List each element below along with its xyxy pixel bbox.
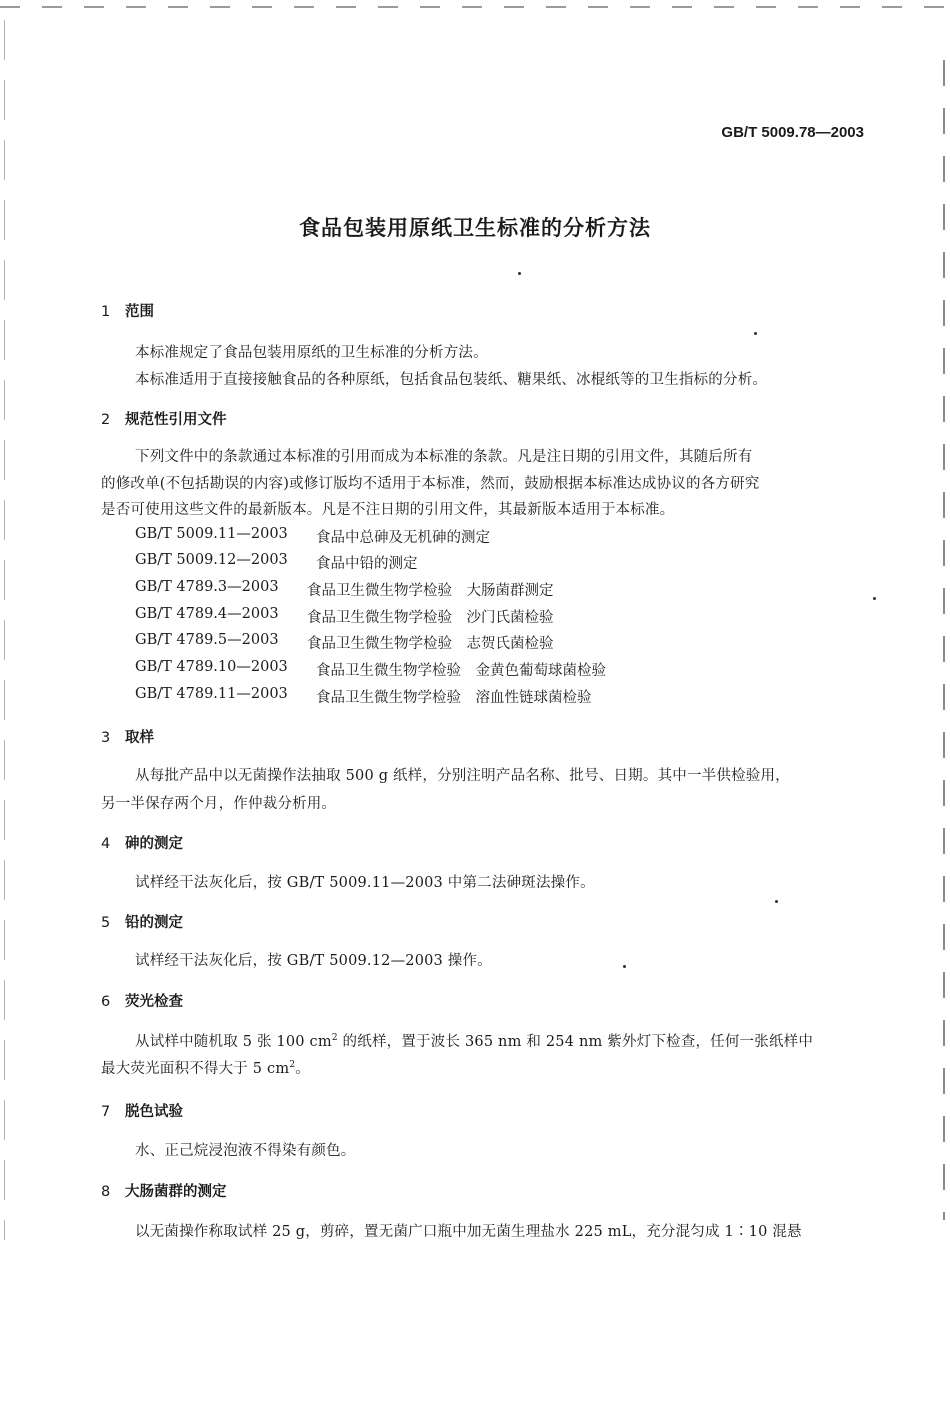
text-segment: 最大荧光面积不得大于 5 cm xyxy=(101,1061,290,1077)
section-title: 铅的测定 xyxy=(125,915,183,931)
reference-code: GB/T 4789.10—2003 xyxy=(135,659,288,675)
section-heading-2 xyxy=(101,408,227,429)
reference-title: 食品中铅的测定 xyxy=(316,556,418,572)
paragraph: 水、正己烷浸泡液不得染有颜色。 xyxy=(135,1143,356,1159)
reference-title: 食品卫生微生物学检验 金黄色葡萄球菌检验 xyxy=(316,663,606,679)
scan-speck xyxy=(754,332,757,335)
section-heading-1 xyxy=(101,300,154,321)
reference-code: GB/T 5009.12—2003 xyxy=(135,552,288,568)
reference-code: GB/T 5009.11—2003 xyxy=(135,526,288,542)
section-title: 范围 xyxy=(125,304,154,320)
section-title: 取样 xyxy=(125,730,154,746)
section-heading-5 xyxy=(101,911,183,932)
paragraph-line: 的修改单(不包括勘误的内容)或修订版均不适用于本标准，然而，鼓励根据本标准达成协议的各方研究 xyxy=(101,476,760,492)
document-code: GB/T 5009.78—2003 xyxy=(721,124,864,141)
reference-code: GB/T 4789.4—2003 xyxy=(135,606,279,622)
section-title: 荧光检查 xyxy=(125,994,183,1010)
reference-title: 食品卫生微生物学检验 大肠菌群测定 xyxy=(307,583,554,599)
section-number: 3 xyxy=(101,730,111,746)
paragraph: 以无菌操作称取试样 25 g，剪碎，置无菌广口瓶中加无菌生理盐水 225 mL，充分混匀成 1∶10 混悬 xyxy=(135,1224,802,1240)
paragraph-line xyxy=(101,1057,310,1078)
section-title: 大肠菌群的测定 xyxy=(125,1184,227,1200)
section-heading-4 xyxy=(101,832,183,853)
paragraph-line: 下列文件中的条款通过本标准的引用而成为本标准的条款。凡是注日期的引用文件，其随后所有 xyxy=(135,449,753,465)
section-number: 1 xyxy=(101,304,111,320)
section-heading-6 xyxy=(101,990,183,1011)
paragraph-line xyxy=(135,1030,813,1051)
section-number: 6 xyxy=(101,994,111,1010)
scan-top-dashed-border xyxy=(0,0,950,14)
paragraph: 本标准规定了食品包装用原纸的卫生标准的分析方法。 xyxy=(135,345,488,361)
reference-code: GB/T 4789.5—2003 xyxy=(135,632,279,648)
section-heading-3 xyxy=(101,726,154,747)
page-title: 食品包装用原纸卫生标准的分析方法 xyxy=(299,216,651,240)
section-heading-7 xyxy=(101,1100,183,1121)
section-heading-8 xyxy=(101,1180,227,1201)
paragraph-line: 从每批产品中以无菌操作法抽取 500 g 纸样，分别注明产品名称、批号、日期。其中一半供检验用， xyxy=(135,768,790,784)
section-number: 8 xyxy=(101,1184,111,1200)
section-title: 脱色试验 xyxy=(125,1104,183,1120)
section-number: 4 xyxy=(101,836,111,852)
superscript: 2 xyxy=(289,1060,296,1071)
reference-title: 食品卫生微生物学检验 沙门氏菌检验 xyxy=(307,610,554,626)
reference-title: 食品中总砷及无机砷的测定 xyxy=(316,530,490,546)
section-number: 5 xyxy=(101,915,111,931)
text-segment: 。 xyxy=(295,1061,310,1077)
scan-speck xyxy=(518,272,521,275)
superscript: 2 xyxy=(331,1033,338,1044)
scan-speck xyxy=(623,965,626,968)
reference-code: GB/T 4789.11—2003 xyxy=(135,686,288,702)
section-number: 2 xyxy=(101,412,111,428)
paragraph: 本标准适用于直接接触食品的各种原纸，包括食品包装纸、糖果纸、冰棍纸等的卫生指标的分析。 xyxy=(135,372,768,388)
reference-title: 食品卫生微生物学检验 志贺氏菌检验 xyxy=(307,636,554,652)
section-title: 砷的测定 xyxy=(125,836,183,852)
paragraph: 试样经干法灰化后，按 GB/T 5009.11—2003 中第二法砷斑法操作。 xyxy=(135,875,595,891)
section-number: 7 xyxy=(101,1104,111,1120)
text-segment: 从试样中随机取 5 张 100 cm xyxy=(135,1034,332,1050)
scan-speck xyxy=(873,597,876,600)
scan-left-edge xyxy=(4,20,5,1240)
reference-title: 食品卫生微生物学检验 溶血性链球菌检验 xyxy=(316,690,592,706)
section-title: 规范性引用文件 xyxy=(125,412,227,428)
reference-code: GB/T 4789.3—2003 xyxy=(135,579,279,595)
paragraph-line: 另一半保存两个月，作仲裁分析用。 xyxy=(101,796,337,812)
paragraph: 试样经干法灰化后，按 GB/T 5009.12—2003 操作。 xyxy=(135,953,492,969)
paragraph-line: 是否可使用这些文件的最新版本。凡是不注日期的引用文件，其最新版本适用于本标准。 xyxy=(101,502,675,518)
text-segment: 的纸样，置于波长 365 nm 和 254 nm 紫外灯下检查，任何一张纸样中 xyxy=(337,1034,814,1050)
scan-speck xyxy=(775,900,778,903)
